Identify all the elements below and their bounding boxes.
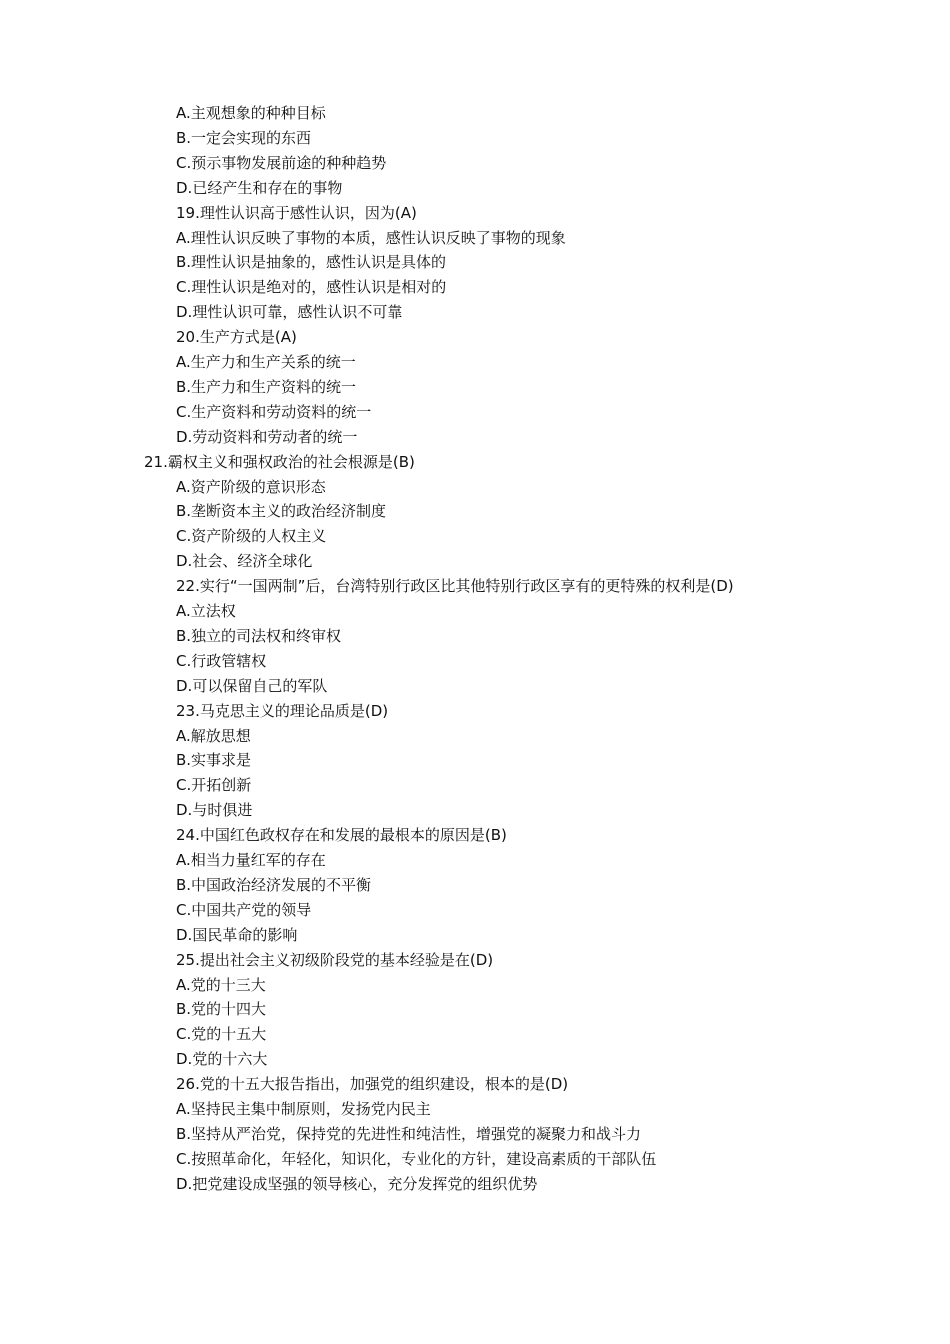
option-line: A.主观想象的种种目标 [176,104,326,122]
option-line: B.党的十四大 [176,1000,267,1019]
option-line: D.国民革命的影响 [176,925,298,944]
question-line: 22.实行“一国两制”后，台湾特别行政区比其他特别行政区享有的更特殊的权利是(D) [176,577,734,596]
option-line: B.实事求是 [176,751,252,770]
option-line: D.把党建设成坚强的领导核心，充分发挥党的组织优势 [176,1174,538,1193]
question-line: 20.生产方式是(A) [176,328,297,347]
option-line: D.已经产生和存在的事物 [176,178,343,197]
option-line: C.生产资料和劳动资料的统一 [176,402,372,421]
question-line: 26.党的十五大报告指出，加强党的组织建设，根本的是(D) [176,1075,569,1094]
question-line: 19.理性认识高于感性认识，因为(A) [176,203,417,222]
option-line: B.独立的司法权和终审权 [176,626,342,645]
option-line: C.资产阶级的人权主义 [176,527,327,546]
option-line: C.中国共产党的领导 [176,900,312,919]
option-line: B.生产力和生产资料的统一 [176,377,357,396]
question-line: 23.马克思主义的理论品质是(D) [176,701,389,720]
option-line: D.社会、经济全球化 [176,552,313,571]
option-line: C.预示事物发展前途的种种趋势 [176,153,387,172]
option-line: A.坚持民主集中制原则，发扬党内民主 [176,1100,431,1118]
option-line: A.党的十三大 [176,975,266,994]
option-line: A.资产阶级的意识形态 [176,477,326,496]
option-line: D.党的十六大 [176,1050,268,1069]
option-line: C.党的十五大 [176,1025,267,1044]
option-line: D.与时俱进 [176,801,253,820]
option-line: A.生产力和生产关系的统一 [176,353,356,371]
option-line: A.理性认识反映了事物的本质，感性认识反映了事物的现象 [176,228,566,247]
option-line: A.立法权 [176,602,236,620]
option-line: B.中国政治经济发展的不平衡 [176,875,372,894]
option-line: B.理性认识是抽象的，感性认识是具体的 [176,253,447,272]
option-line: A.解放思想 [176,726,251,745]
option-line: B.坚持从严治党，保持党的先进性和纯洁性，增强党的凝聚力和战斗力 [176,1124,642,1143]
question-line: 24.中国红色政权存在和发展的最根本的原因是(B) [176,826,507,845]
option-line: B.垄断资本主义的政治经济制度 [176,502,387,521]
option-line: C.行政管辖权 [176,651,267,670]
option-line: D.劳动资料和劳动者的统一 [176,427,358,446]
option-line: C.理性认识是绝对的，感性认识是相对的 [176,278,447,297]
question-line: 25.提出社会主义初级阶段党的基本经验是在(D) [176,950,494,969]
option-line: D.可以保留自己的军队 [176,676,328,695]
option-line: A.相当力量红军的存在 [176,851,326,869]
option-line: B.一定会实现的东西 [176,128,312,147]
option-line: C.开拓创新 [176,776,252,795]
question-line: 21.霸权主义和强权政治的社会根源是(B) [144,452,415,471]
option-line: D.理性认识可靠，感性认识不可靠 [176,303,403,322]
option-line: C.按照革命化，年轻化，知识化，专业化的方针，建设高素质的干部队伍 [176,1149,657,1168]
